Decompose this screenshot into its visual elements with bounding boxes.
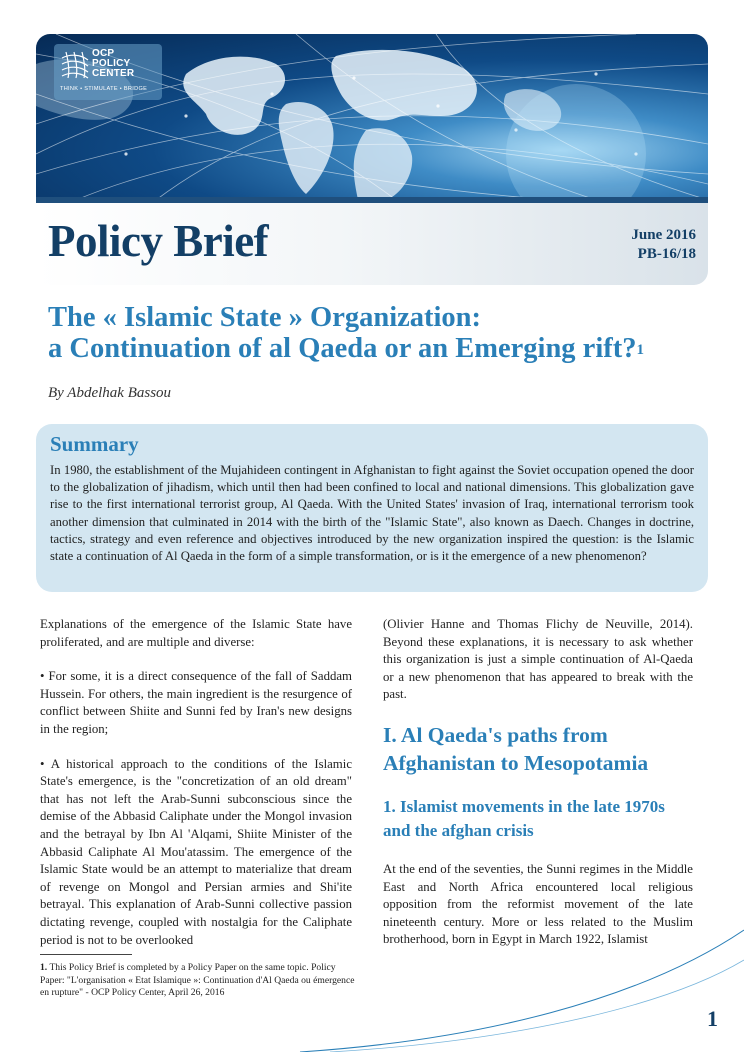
body-paragraph-bullet: • For some, it is a direct consequence of the fall of Saddam Hussein. For others, the main ingredient is the resurgence of conflict between Shiite and Sunni fed by Iran's new designs in the region; (40, 669, 352, 736)
publication-code: PB-16/18 (637, 246, 696, 262)
body-paragraph: At the end of the seventies, the Sunni regimes in the Middle East and North Africa encountered local religious opposition from the reformist movement of the late nineteenth century. More or less related to the Muslim brotherhood, born in Egypt in March 1922, Islamist (383, 861, 693, 947)
publication-date: June 2016 (631, 227, 696, 243)
logo-line-2: POLICY (92, 58, 131, 69)
page-number: 1 (707, 1006, 718, 1031)
summary-text: In 1980, the establishment of the Mujahideen contingent in Afghanistan to fight against the Soviet occupation opened the door to the globalization of jihadism, which until then had been confined to local and national dimensions. This globalization gave rise to the first international terrorist group, Al Qaeda. With the United States' invasion of Iraq, international terrorism took another dimension that culminated in 2014 with the birth of the "Islamic State", also known as Daech. Changes in doctrine, tactics, strategy and even reference and objectives introduced by the new organization inspired the question: is the Islamic state a continuation of Al Qaeda in the form of a simple transformation, or is it the emergence of a new phenomenon? (50, 463, 694, 564)
logo-line-1: OCP (92, 48, 115, 59)
logo-line-3: CENTER (92, 68, 135, 79)
body-paragraph: Explanations of the emergence of the Islamic State have proliferated, and are multiple and diverse: (40, 617, 352, 649)
summary-heading: Summary (50, 432, 139, 456)
body-paragraph-bullet: • A historical approach to the conditions of the Islamic State's emergence, is the "concretization of an old dream" that has not left the Arab-Sunni subconscious since the demise of the Abbasid Caliphate under the Mongol invasion and the betrayal by Ibn Al 'Alqami, Shiite Minister of the Abbasid Caliphate Al Mou'atassim. The emergence of the Islamic State would be an attempt to materialize that dream of revenge on Mongol and Persian armies and Shi'ite betrayal. This explanation of Arab-Sunni collective passion dictating revenge, coupled with nostalgia for the Caliphate period is not to be overlooked (40, 756, 352, 947)
title-footnote-mark: 1 (636, 342, 644, 358)
article-title-line-1: The « Islamic State » Organization: (48, 302, 482, 333)
section-heading: I. Al Qaeda's paths from Afghanistan to Mesopotamia (383, 722, 649, 775)
footnote-text: This Policy Brief is completed by a Policy Paper on the same topic. Policy Paper: "L'organisation « Etat Islamique »: Continuation d'Al Qaeda ou émergence en rupture" - OCP Policy Center, April 26, 2016 (40, 962, 355, 999)
publication-type: Policy Brief (48, 216, 269, 266)
subsection-heading: 1. Islamist movements in the late 1970s and the afghan crisis (383, 796, 665, 840)
footnote-number: 1. (40, 962, 48, 973)
author-byline: By Abdelhak Bassou (48, 385, 172, 401)
logo-tagline: THINK • STIMULATE • BRIDGE (60, 86, 148, 92)
article-title-line-2-text: a Continuation of al Qaeda or an Emerging rift? (48, 333, 637, 364)
body-paragraph: (Olivier Hanne and Thomas Flichy de Neuville, 2014). Beyond these explanations, it is necessary to ask whether this organization is just a simple continuation of Al-Qaeda or a new phenomenon that has appeared to break with the past. (383, 617, 693, 702)
